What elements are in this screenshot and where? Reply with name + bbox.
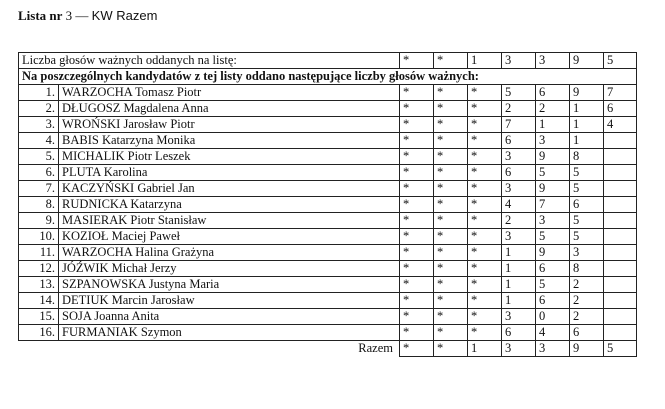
digit-cell: *: [400, 309, 434, 325]
table-row: [19, 101, 637, 117]
table-row: [19, 181, 637, 197]
digit-cell: *: [468, 101, 502, 117]
digit-cell: 7: [604, 85, 637, 101]
digit-cell: *: [434, 101, 468, 117]
table-row: [19, 229, 637, 245]
digit-cell: *: [468, 277, 502, 293]
digit-cell: 5: [536, 229, 570, 245]
digit-cell: [604, 245, 637, 261]
digit-cell: *: [434, 325, 468, 341]
digit-cell: 1: [468, 341, 502, 357]
digit-cell: *: [400, 293, 434, 309]
digit-cell: 1: [502, 277, 536, 293]
candidate-number: 4.: [19, 133, 59, 149]
candidate-number: 3.: [19, 117, 59, 133]
total-spacer: [19, 341, 59, 357]
results-table-body: [19, 53, 637, 357]
candidate-name: MASIERAK Piotr Stanisław: [59, 213, 400, 229]
digit-cell: 6: [604, 101, 637, 117]
digit-cell: 5: [604, 341, 637, 357]
table-row: [19, 245, 637, 261]
digit-cell: 5: [502, 85, 536, 101]
digit-cell: 7: [536, 197, 570, 213]
digit-cell: [604, 133, 637, 149]
total-row: [19, 341, 637, 357]
digit-cell: *: [400, 117, 434, 133]
list-header: [18, 8, 157, 24]
candidate-name: DETIUK Marcin Jarosław: [59, 293, 400, 309]
digit-cell: 5: [570, 165, 604, 181]
digit-cell: 2: [536, 101, 570, 117]
candidate-name: SZPANOWSKA Justyna Maria: [59, 277, 400, 293]
candidate-name: WARZOCHA Halina Grażyna: [59, 245, 400, 261]
digit-cell: 6: [570, 325, 604, 341]
digit-cell: [604, 229, 637, 245]
valid-votes-label: Liczba głosów ważnych oddanych na listę:: [19, 53, 400, 69]
candidate-name: RUDNICKA Katarzyna: [59, 197, 400, 213]
digit-cell: 2: [570, 293, 604, 309]
digit-cell: 6: [570, 197, 604, 213]
digit-cell: *: [400, 245, 434, 261]
digit-cell: *: [400, 261, 434, 277]
candidates-header: Na poszczególnych kandydatów z tej listy oddano następujące liczby głosów ważnych:: [19, 69, 637, 85]
digit-cell: *: [434, 197, 468, 213]
candidate-name: SOJA Joanna Anita: [59, 309, 400, 325]
digit-cell: 9: [536, 181, 570, 197]
digit-cell: *: [400, 325, 434, 341]
candidate-number: 6.: [19, 165, 59, 181]
digit-cell: 3: [536, 341, 570, 357]
candidate-name: PLUTA Karolina: [59, 165, 400, 181]
digit-cell: 2: [570, 277, 604, 293]
table-row: [19, 85, 637, 101]
candidate-number: 12.: [19, 261, 59, 277]
digit-cell: *: [434, 149, 468, 165]
table-row: [19, 149, 637, 165]
digit-cell: *: [400, 133, 434, 149]
candidate-name: DŁUGOSZ Magdalena Anna: [59, 101, 400, 117]
candidate-name: JÓŹWIK Michał Jerzy: [59, 261, 400, 277]
digit-cell: *: [468, 261, 502, 277]
list-number: 3: [65, 8, 73, 23]
candidate-name: WROŃSKI Jarosław Piotr: [59, 117, 400, 133]
digit-cell: *: [434, 53, 468, 69]
digit-cell: 6: [502, 165, 536, 181]
digit-cell: 9: [570, 53, 604, 69]
digit-cell: 3: [536, 133, 570, 149]
digit-cell: *: [468, 165, 502, 181]
candidates-header-row: [19, 69, 637, 85]
results-table: [18, 52, 637, 357]
digit-cell: *: [468, 213, 502, 229]
candidate-name: MICHALIK Piotr Leszek: [59, 149, 400, 165]
digit-cell: 3: [502, 181, 536, 197]
digit-cell: *: [468, 181, 502, 197]
digit-cell: 6: [502, 133, 536, 149]
digit-cell: 8: [570, 261, 604, 277]
table-row: [19, 277, 637, 293]
digit-cell: 1: [502, 245, 536, 261]
digit-cell: *: [400, 101, 434, 117]
digit-cell: 5: [570, 181, 604, 197]
digit-cell: 5: [536, 277, 570, 293]
header-dash: —: [75, 8, 89, 23]
candidate-name: WARZOCHA Tomasz Piotr: [59, 85, 400, 101]
digit-cell: [604, 309, 637, 325]
candidate-number: 13.: [19, 277, 59, 293]
digit-cell: 3: [502, 149, 536, 165]
candidate-number: 2.: [19, 101, 59, 117]
digit-cell: 7: [502, 117, 536, 133]
digit-cell: *: [434, 341, 468, 357]
table-row: [19, 197, 637, 213]
digit-cell: *: [468, 309, 502, 325]
digit-cell: *: [468, 197, 502, 213]
digit-cell: [604, 165, 637, 181]
digit-cell: 4: [502, 197, 536, 213]
table-row: [19, 293, 637, 309]
digit-cell: *: [400, 229, 434, 245]
digit-cell: *: [434, 213, 468, 229]
digit-cell: 6: [536, 261, 570, 277]
candidate-name: BABIS Katarzyna Monika: [59, 133, 400, 149]
digit-cell: *: [434, 245, 468, 261]
digit-cell: 1: [502, 293, 536, 309]
table-row: [19, 117, 637, 133]
table-row: [19, 165, 637, 181]
digit-cell: 5: [570, 229, 604, 245]
digit-cell: *: [400, 197, 434, 213]
candidate-number: 14.: [19, 293, 59, 309]
digit-cell: 3: [502, 229, 536, 245]
digit-cell: *: [434, 85, 468, 101]
digit-cell: *: [434, 117, 468, 133]
candidate-number: 8.: [19, 197, 59, 213]
digit-cell: 6: [536, 293, 570, 309]
digit-cell: *: [468, 85, 502, 101]
digit-cell: *: [468, 133, 502, 149]
digit-cell: [604, 181, 637, 197]
digit-cell: 1: [570, 117, 604, 133]
digit-cell: [604, 293, 637, 309]
digit-cell: *: [434, 261, 468, 277]
digit-cell: 8: [570, 149, 604, 165]
digit-cell: 3: [502, 309, 536, 325]
digit-cell: *: [400, 149, 434, 165]
digit-cell: *: [468, 293, 502, 309]
digit-cell: *: [434, 229, 468, 245]
digit-cell: *: [468, 325, 502, 341]
digit-cell: 0: [536, 309, 570, 325]
candidate-number: 15.: [19, 309, 59, 325]
digit-cell: 2: [570, 309, 604, 325]
digit-cell: 1: [468, 53, 502, 69]
list-label: Lista nr: [18, 8, 63, 23]
table-row: [19, 309, 637, 325]
digit-cell: 9: [570, 341, 604, 357]
candidate-number: 11.: [19, 245, 59, 261]
digit-cell: *: [468, 229, 502, 245]
digit-cell: [604, 325, 637, 341]
digit-cell: 1: [570, 101, 604, 117]
digit-cell: 5: [570, 213, 604, 229]
digit-cell: 3: [502, 53, 536, 69]
digit-cell: [604, 261, 637, 277]
digit-cell: 3: [536, 53, 570, 69]
digit-cell: 2: [502, 213, 536, 229]
candidate-name: KOZIOŁ Maciej Paweł: [59, 229, 400, 245]
digit-cell: *: [434, 293, 468, 309]
digit-cell: 9: [570, 85, 604, 101]
committee-name: KW Razem: [91, 8, 158, 23]
valid-votes-row: [19, 53, 637, 69]
candidate-number: 10.: [19, 229, 59, 245]
candidate-number: 7.: [19, 181, 59, 197]
table-row: [19, 325, 637, 341]
digit-cell: 4: [604, 117, 637, 133]
table-row: [19, 213, 637, 229]
digit-cell: *: [400, 165, 434, 181]
table-row: [19, 261, 637, 277]
digit-cell: *: [468, 245, 502, 261]
digit-cell: *: [434, 165, 468, 181]
table-row: [19, 133, 637, 149]
digit-cell: *: [400, 85, 434, 101]
digit-cell: 6: [502, 325, 536, 341]
digit-cell: 2: [502, 101, 536, 117]
digit-cell: 4: [536, 325, 570, 341]
digit-cell: *: [400, 277, 434, 293]
digit-cell: *: [468, 117, 502, 133]
digit-cell: *: [434, 309, 468, 325]
candidate-number: 16.: [19, 325, 59, 341]
digit-cell: [604, 277, 637, 293]
digit-cell: *: [400, 53, 434, 69]
digit-cell: *: [400, 181, 434, 197]
digit-cell: 5: [536, 165, 570, 181]
candidate-number: 5.: [19, 149, 59, 165]
candidate-number: 9.: [19, 213, 59, 229]
candidate-name: KACZYŃSKI Gabriel Jan: [59, 181, 400, 197]
digit-cell: [604, 213, 637, 229]
digit-cell: [604, 149, 637, 165]
digit-cell: 3: [502, 341, 536, 357]
digit-cell: *: [434, 277, 468, 293]
digit-cell: *: [468, 149, 502, 165]
digit-cell: *: [434, 181, 468, 197]
candidate-number: 1.: [19, 85, 59, 101]
digit-cell: 3: [536, 213, 570, 229]
digit-cell: *: [400, 213, 434, 229]
digit-cell: 9: [536, 245, 570, 261]
digit-cell: 9: [536, 149, 570, 165]
total-label: Razem: [358, 341, 393, 356]
digit-cell: 3: [570, 245, 604, 261]
digit-cell: 6: [536, 85, 570, 101]
digit-cell: 1: [536, 117, 570, 133]
digit-cell: [604, 197, 637, 213]
digit-cell: 1: [502, 261, 536, 277]
candidate-name: FURMANIAK Szymon: [59, 325, 400, 341]
digit-cell: *: [434, 133, 468, 149]
digit-cell: 5: [604, 53, 637, 69]
digit-cell: *: [400, 341, 434, 357]
digit-cell: 1: [570, 133, 604, 149]
